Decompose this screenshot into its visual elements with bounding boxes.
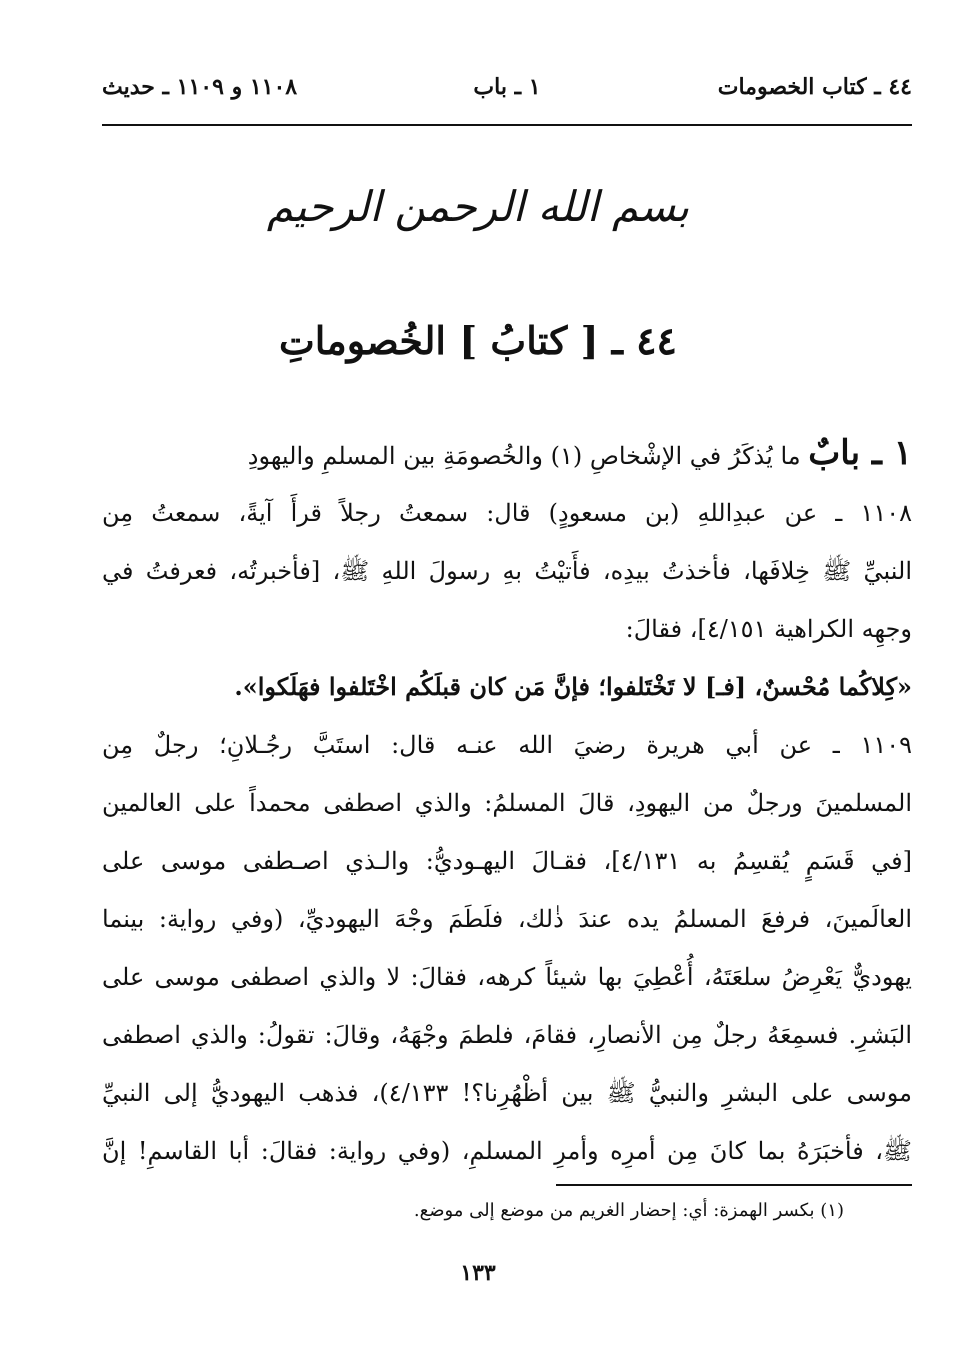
chapter-heading (102, 430, 912, 484)
hadith-line: ١١٠٩ ـ عن أبي هريرة رضيَ الله عنـه قال: استَبَّ رجُـلانِ؛ رجلٌ مِن (102, 731, 912, 759)
running-head-hadith-range: ١١٠٨ و ١١٠٩ ـ حديث (102, 74, 298, 100)
footnote-divider (556, 1184, 912, 1186)
hadith-line: النبيِّ ﷺ خِلافَها، فأخذتُ بيدِه، فأَتيْتُ بهِ رسولَ اللهِ ﷺ، [فأخبرتُه، فعرفتُ في (102, 557, 912, 585)
hadith-line: [في قَسَمٍ يُقسِمُ به ٤/١٣١]، فقـالَ اليهـوديُّ: والـذي اصـطفى موسى على (102, 847, 912, 875)
basmala-calligraphy: بسم الله الرحمن الرحيم (266, 182, 690, 231)
running-head (102, 74, 912, 114)
running-head-chapter: ١ ـ باب (473, 74, 541, 100)
header-divider (102, 124, 912, 126)
book-title: ٤٤ ـ [ كتابُ ] الخُصوماتِ (279, 318, 677, 363)
hadith-line: العالَمينَ، فرفعَ المسلمُ يده عندَ ذٰلك، فلَطَمَ وجْهَ اليهوديِّ، (وفي رواية: بينما (102, 905, 912, 933)
hadith-1108 (102, 484, 912, 716)
running-head-book: ٤٤ ـ كتاب الخصومات (717, 74, 912, 100)
hadith-line: البَشرِ. فسمِعَهُ رجلٌ مِن الأنصارِ، فقامَ، فلطمَ وجْهَهُ، وقالَ: تقولُ: والذي اصطفى (102, 1021, 912, 1049)
footnote: (١) بكسر الهمزة: أي: إحضار الغريم من موضع إلى موضع. (413, 1200, 844, 1221)
hadith-line: يهوديٌّ يَعْرِضُ سلعَتَهُ، أُعْطِيَ بها شيئاً كرهه، فقالَ: لا والذي اصطفى موسى على (102, 963, 912, 991)
hadith-line: موسى على البشرِ والنبيُّ ﷺ بين أظْهُرِنا؟! ٤/١٣٣)، فذهب اليهوديُّ إلى النبيِّ (102, 1079, 912, 1107)
page-number: ١٣٣ (460, 1260, 496, 1286)
main-text (102, 430, 912, 1180)
hadith-line: ﷺ، فأخبَرَهُ بما كانَ مِن أمرِه وأمرِ المسلمِ، (وفي رواية: فقالَ: أبا القاسمِ! إنَّ (102, 1137, 912, 1165)
hadith-quote-line: «كِلاكُما مُحْسنٌ، [فـ] لا تَخْتَلفوا؛ فإنَّ مَن كان قبلَكُم اخْتَلفوا فهَلَكوا». (234, 672, 912, 701)
chapter-number: ١ ـ بابٌ (808, 433, 912, 473)
hadith-1109 (102, 716, 912, 1180)
hadith-line: وجهِه الكراهية ٤/١٥١]، فقالَ: (625, 615, 912, 643)
hadith-line: المسلمينَ ورجلٌ من اليهودِ، قالَ المسلمُ: والذي اصطفى محمداً على العالمين (102, 789, 912, 817)
chapter-title: ما يُذكَرُ في الإشْخاصِ (١) والخُصومَةِ بين المسلمِ واليهودِ (247, 442, 801, 470)
hadith-line: ١١٠٨ ـ عن عبدِاللهِ (بن مسعودٍ) قال: سمعتُ رجلاً قرأَ آيةً، سمعتُ مِن (102, 499, 912, 527)
